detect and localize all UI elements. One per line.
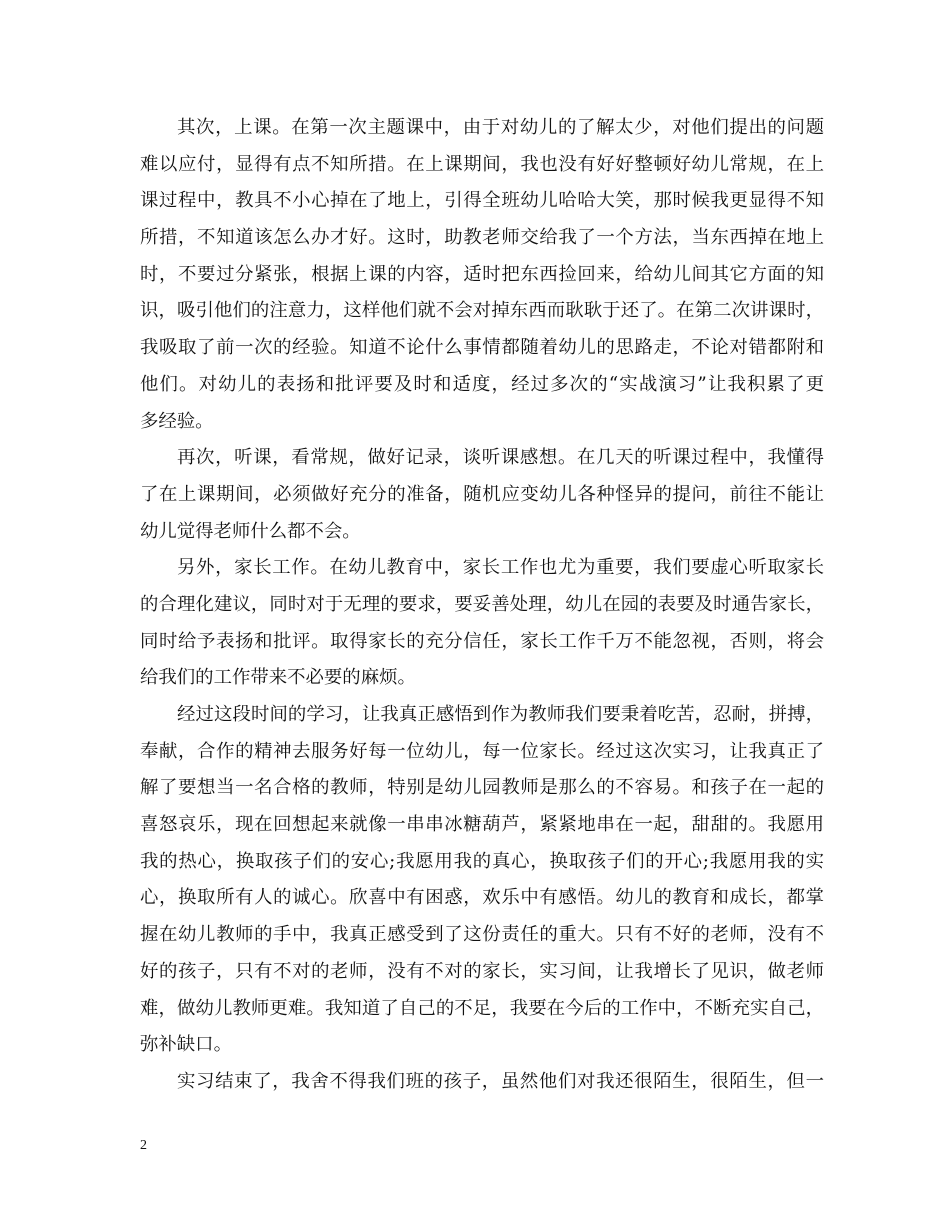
paragraph-1 bbox=[140, 110, 824, 440]
text-line: 他们。对幼儿的表扬和批评要及时和适度，经过多次的“实战演习”让我积累了更 bbox=[140, 373, 824, 395]
text-line: 经过这段时间的学习，让我真正感悟到作为教师我们要秉着吃苦，忍耐，拼搏， bbox=[177, 704, 824, 725]
paragraph-5 bbox=[140, 1064, 824, 1101]
text-line: 另外，家长工作。在幼儿教育中，家长工作也尤为重要，我们要虚心听取家长 bbox=[177, 557, 824, 579]
text-line: 再次，听课，看常规，做好记录，谈听课感想。在几天的听课过程中，我懂得 bbox=[177, 447, 824, 469]
paragraph-3 bbox=[140, 550, 824, 697]
text-line: 同时给予表扬和批评。取得家长的充分信任，家长工作千万不能忽视，否则，将会 bbox=[140, 630, 824, 652]
text-line: 心，换取所有人的诚心。欣喜中有困惑，欢乐中有感悟。幼儿的教育和成长，都掌 bbox=[140, 887, 824, 909]
text-line: 了在上课期间，必须做好充分的准备，随机应变幼儿各种怪异的提问，前往不能让 bbox=[140, 483, 824, 505]
text-line: 解了要想当一名合格的教师，特别是幼儿园教师是那么的不容易。和孩子在一起的 bbox=[140, 777, 824, 799]
page-body bbox=[140, 110, 824, 1101]
text-line: 多经验。 bbox=[140, 410, 214, 432]
text-line: 幼儿觉得老师什么都不会。 bbox=[140, 520, 361, 542]
text-line: 给我们的工作带来不必要的麻烦。 bbox=[140, 667, 416, 689]
text-line: 时，不要过分紧张，根据上课的内容，适时把东西捡回来，给幼儿间其它方面的知 bbox=[140, 263, 824, 285]
text-line: 难，做幼儿教师更难。我知道了自己的不足，我要在今后的工作中，不断充实自己， bbox=[140, 997, 824, 1019]
text-line: 我的热心，换取孩子们的安心;我愿用我的真心，换取孩子们的开心;我愿用我的实 bbox=[140, 850, 824, 872]
text-line: 所措，不知道该怎么办才好。这时，助教老师交给我了一个方法，当东西掉在地上 bbox=[140, 227, 824, 249]
text-line: 识，吸引他们的注意力，这样他们就不会对掉东西而耿耿于还了。在第二次讲课时， bbox=[140, 300, 824, 322]
paragraph-4 bbox=[140, 697, 824, 1064]
page-number: 2 bbox=[140, 1138, 147, 1153]
text-line: 难以应付，显得有点不知所措。在上课期间，我也没有好好整顿好幼儿常规，在上 bbox=[140, 153, 824, 175]
text-line: 奉献，合作的精神去服务好每一位幼儿，每一位家长。经过这次实习，让我真正了 bbox=[140, 740, 824, 762]
text-line: 好的孩子，只有不对的老师，没有不对的家长，实习间，让我增长了见识，做老师 bbox=[140, 960, 824, 982]
paragraph-2 bbox=[140, 440, 824, 550]
text-line: 其次，上课。在第一次主题课中，由于对幼儿的了解太少，对他们提出的问题 bbox=[177, 117, 824, 138]
text-line: 我吸取了前一次的经验。知道不论什么事情都随着幼儿的思路走，不论对错都附和 bbox=[140, 337, 824, 359]
text-line: 弥补缺口。 bbox=[140, 1034, 232, 1056]
text-line: 实习结束了，我舍不得我们班的孩子，虽然他们对我还很陌生，很陌生，但一 bbox=[177, 1070, 824, 1092]
text-line: 课过程中，教具不小心掉在了地上，引得全班幼儿哈哈大笑，那时候我更显得不知 bbox=[140, 190, 824, 212]
text-line: 的合理化建议，同时对于无理的要求，要妥善处理，幼儿在园的表要及时通告家长， bbox=[140, 593, 824, 615]
text-line: 握在幼儿教师的手中，我真正感受到了这份责任的重大。只有不好的老师，没有不 bbox=[140, 924, 824, 946]
text-line: 喜怒哀乐，现在回想起来就像一串串冰糖葫芦，紧紧地串在一起，甜甜的。我愿用 bbox=[140, 814, 824, 836]
